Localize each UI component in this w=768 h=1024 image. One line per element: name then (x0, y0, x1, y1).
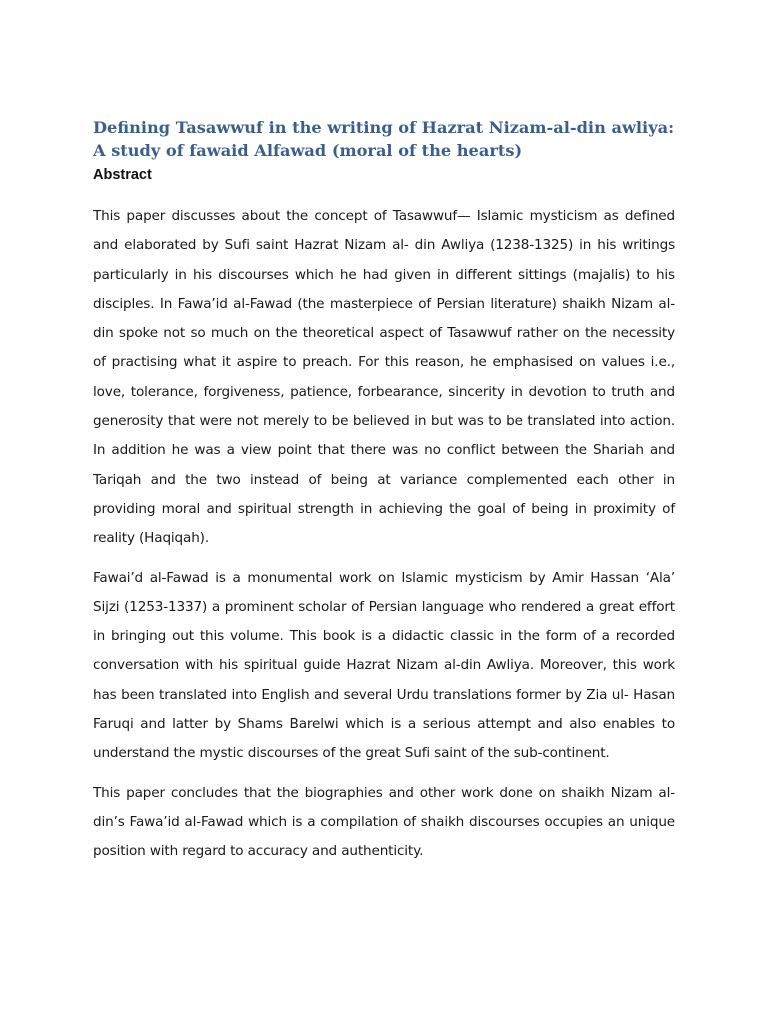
document-title (93, 116, 675, 162)
abstract-paragraph-3: This paper concludes that the biographies and other work done on shaikh Nizam al-din’s Fawa’id al-Fawad which is a compilation of shaikh discourses occupies an unique position with regard to accuracy and authenticity. (93, 784, 675, 860)
abstract-paragraph-2: Fawai’d al-Fawad is a monumental work on Islamic mysticism by Amir Hassan ‘Ala’ Sijzi (1253-1337) a prominent scholar of Persian language who rendered a great effort in bringing out this volume. This book is a didactic classic in the form of a recorded conversation with his spiritual guide Hazrat Nizam al-din Awliya. Moreover, this work has been translated into English and several Urdu translations former by Zia ul- Hasan Faruqi and latter by Shams Barelwi which is a serious attempt and also enables to understand the mystic discourses of the great Sufi saint of the sub-continent. (93, 569, 675, 762)
abstract-paragraph-1: This paper discusses about the concept of Tasawwuf— Islamic mysticism as defined and elaborated by Sufi saint Hazrat Nizam al- din Awliya (1238-1325) in his writings particularly in his discourses which he had given in different sittings (majalis) to his disciples. In Fawa’id al-Fawad (the masterpiece of Persian literature) shaikh Nizam al-din spoke not so much on the theoretical aspect of Tasawwuf rather on the necessity of practising what it aspire to preach. For this reason, he emphasised on values i.e., love, tolerance, forgiveness, patience, forbearance, sincerity in devotion to truth and generosity that were not merely to be believed in but was to be translated into action. In addition he was a view point that there was no conflict between the Shariah and Tariqah and the two instead of being at variance complemented each other in providing moral and spiritual strength in achieving the goal of being in proximity of reality (Haqiqah). (93, 208, 675, 547)
title-line-2: A study of fawaid Alfawad (moral of the hearts) (93, 141, 523, 160)
title-line-1: Defining Tasawwuf in the writing of Hazrat Nizam-al-din awliya: (93, 118, 675, 137)
abstract-heading: Abstract (93, 167, 152, 183)
